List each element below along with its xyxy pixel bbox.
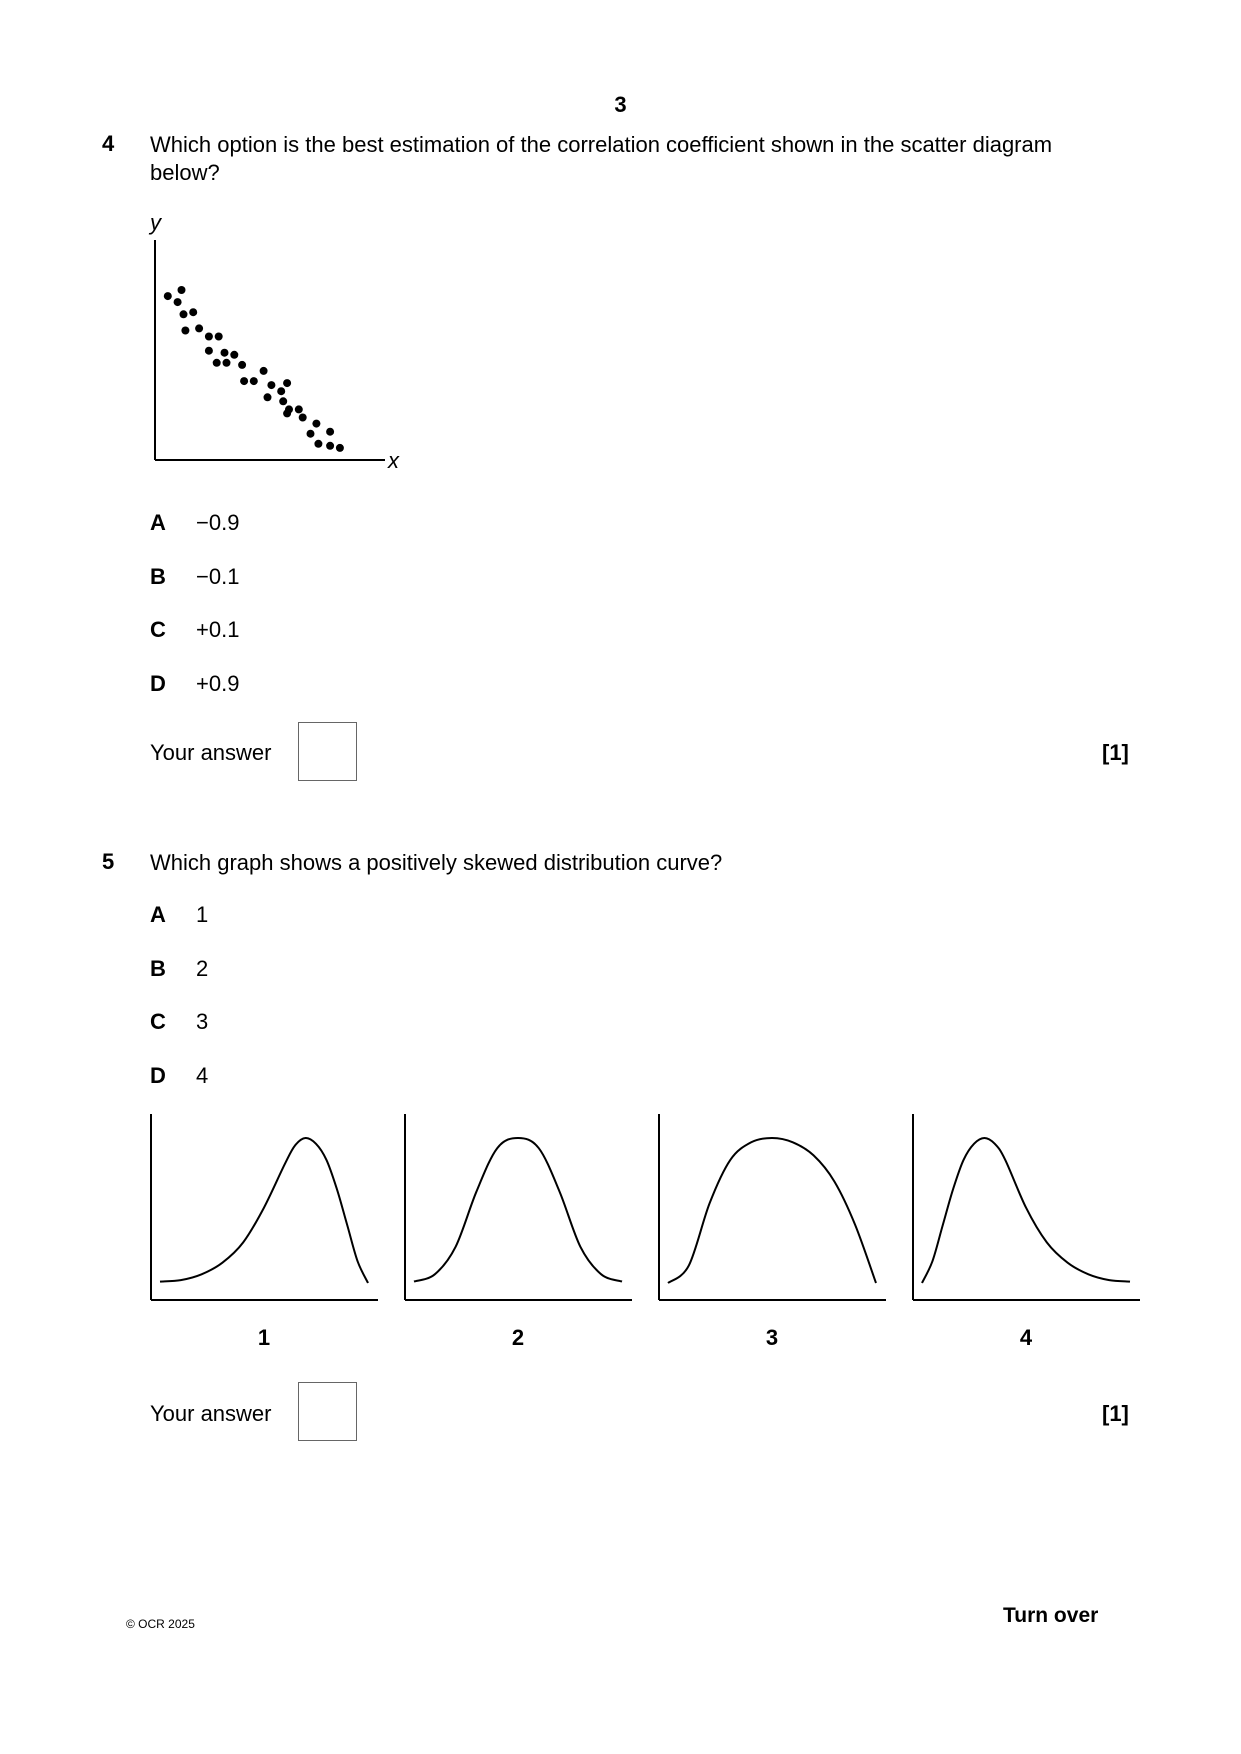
- graph-label-4: 4: [1019, 1325, 1033, 1350]
- distribution-curve-2: [414, 1138, 622, 1282]
- scatter-point: [205, 333, 213, 341]
- scatter-point: [336, 444, 344, 452]
- option-c-letter: C: [150, 1009, 166, 1034]
- scatter-point: [215, 333, 223, 341]
- distribution-curve-3: [668, 1138, 876, 1283]
- option-c-value: 3: [196, 1009, 209, 1034]
- scatter-point: [213, 359, 221, 367]
- question-5-answer-label: Your answer: [150, 1401, 272, 1426]
- scatter-diagram: [140, 205, 400, 475]
- option-a-value: −0.9: [196, 510, 240, 535]
- question-5-answer-box[interactable]: [298, 1382, 357, 1441]
- question-4-number: 4: [102, 131, 115, 156]
- scatter-point: [195, 324, 203, 332]
- scatter-point: [178, 286, 186, 294]
- footer-copyright: © OCR 2025: [126, 1617, 195, 1631]
- scatter-point: [181, 327, 189, 335]
- question-4-answer-label: Your answer: [150, 740, 272, 765]
- option-c-letter: C: [150, 617, 166, 642]
- option-b-letter: B: [150, 564, 166, 589]
- scatter-point: [295, 405, 303, 413]
- question-4-answer-box[interactable]: [298, 722, 357, 781]
- option-c-value: +0.1: [196, 617, 240, 642]
- scatter-point: [221, 349, 229, 357]
- scatter-point: [312, 420, 320, 428]
- option-d-value: +0.9: [196, 671, 240, 696]
- graph-label-3: 3: [765, 1325, 779, 1350]
- option-d-letter: D: [150, 671, 166, 696]
- option-b-letter: B: [150, 956, 166, 981]
- scatter-points: [164, 286, 344, 452]
- x-axis-label: x: [388, 448, 399, 473]
- graph-label-1: 1: [257, 1325, 271, 1350]
- scatter-point: [240, 377, 248, 385]
- distribution-curve-4: [922, 1138, 1130, 1283]
- option-b-value: −0.1: [196, 564, 240, 589]
- scatter-point: [180, 310, 188, 318]
- option-d-value: 4: [196, 1063, 209, 1088]
- scatter-point: [189, 308, 197, 316]
- page-number: 3: [614, 92, 627, 117]
- question-5-marks: [1]: [1102, 1401, 1129, 1426]
- scatter-point: [264, 393, 272, 401]
- footer-turn-over: Turn over: [1003, 1604, 1099, 1627]
- scatter-point: [326, 428, 334, 436]
- scatter-point: [267, 381, 275, 389]
- scatter-point: [277, 387, 285, 395]
- scatter-point: [326, 442, 334, 450]
- scatter-point: [230, 351, 238, 359]
- option-d-letter: D: [150, 1063, 166, 1088]
- scatter-point: [314, 440, 322, 448]
- option-a-letter: A: [150, 902, 166, 927]
- distribution-graph-1: [150, 1113, 380, 1303]
- distribution-curve-1: [160, 1138, 368, 1283]
- distribution-graph-4: [912, 1113, 1142, 1303]
- option-a-value: 1: [196, 902, 209, 927]
- y-axis-label: y: [150, 210, 161, 235]
- scatter-point: [283, 379, 291, 387]
- option-a-letter: A: [150, 510, 166, 535]
- scatter-point: [299, 414, 307, 422]
- scatter-point: [238, 361, 246, 369]
- graph-label-2: 2: [511, 1325, 525, 1350]
- scatter-point: [307, 430, 315, 438]
- scatter-point: [283, 409, 291, 417]
- scatter-point: [174, 298, 182, 306]
- option-b-value: 2: [196, 956, 209, 981]
- scatter-point: [223, 359, 231, 367]
- scatter-point: [260, 367, 268, 375]
- scatter-point: [279, 397, 287, 405]
- scatter-point: [205, 347, 213, 355]
- question-5-text: Which graph shows a positively skewed distribution curve?: [150, 850, 723, 875]
- scatter-point: [250, 377, 258, 385]
- question-5-number: 5: [102, 849, 115, 874]
- distribution-graph-2: [404, 1113, 634, 1303]
- distribution-graph-3: [658, 1113, 888, 1303]
- scatter-point: [164, 292, 172, 300]
- question-4-marks: [1]: [1102, 740, 1129, 765]
- question-4-text: Which option is the best estimation of the correlation coefficient shown in the scatter diagram below?: [150, 132, 1053, 185]
